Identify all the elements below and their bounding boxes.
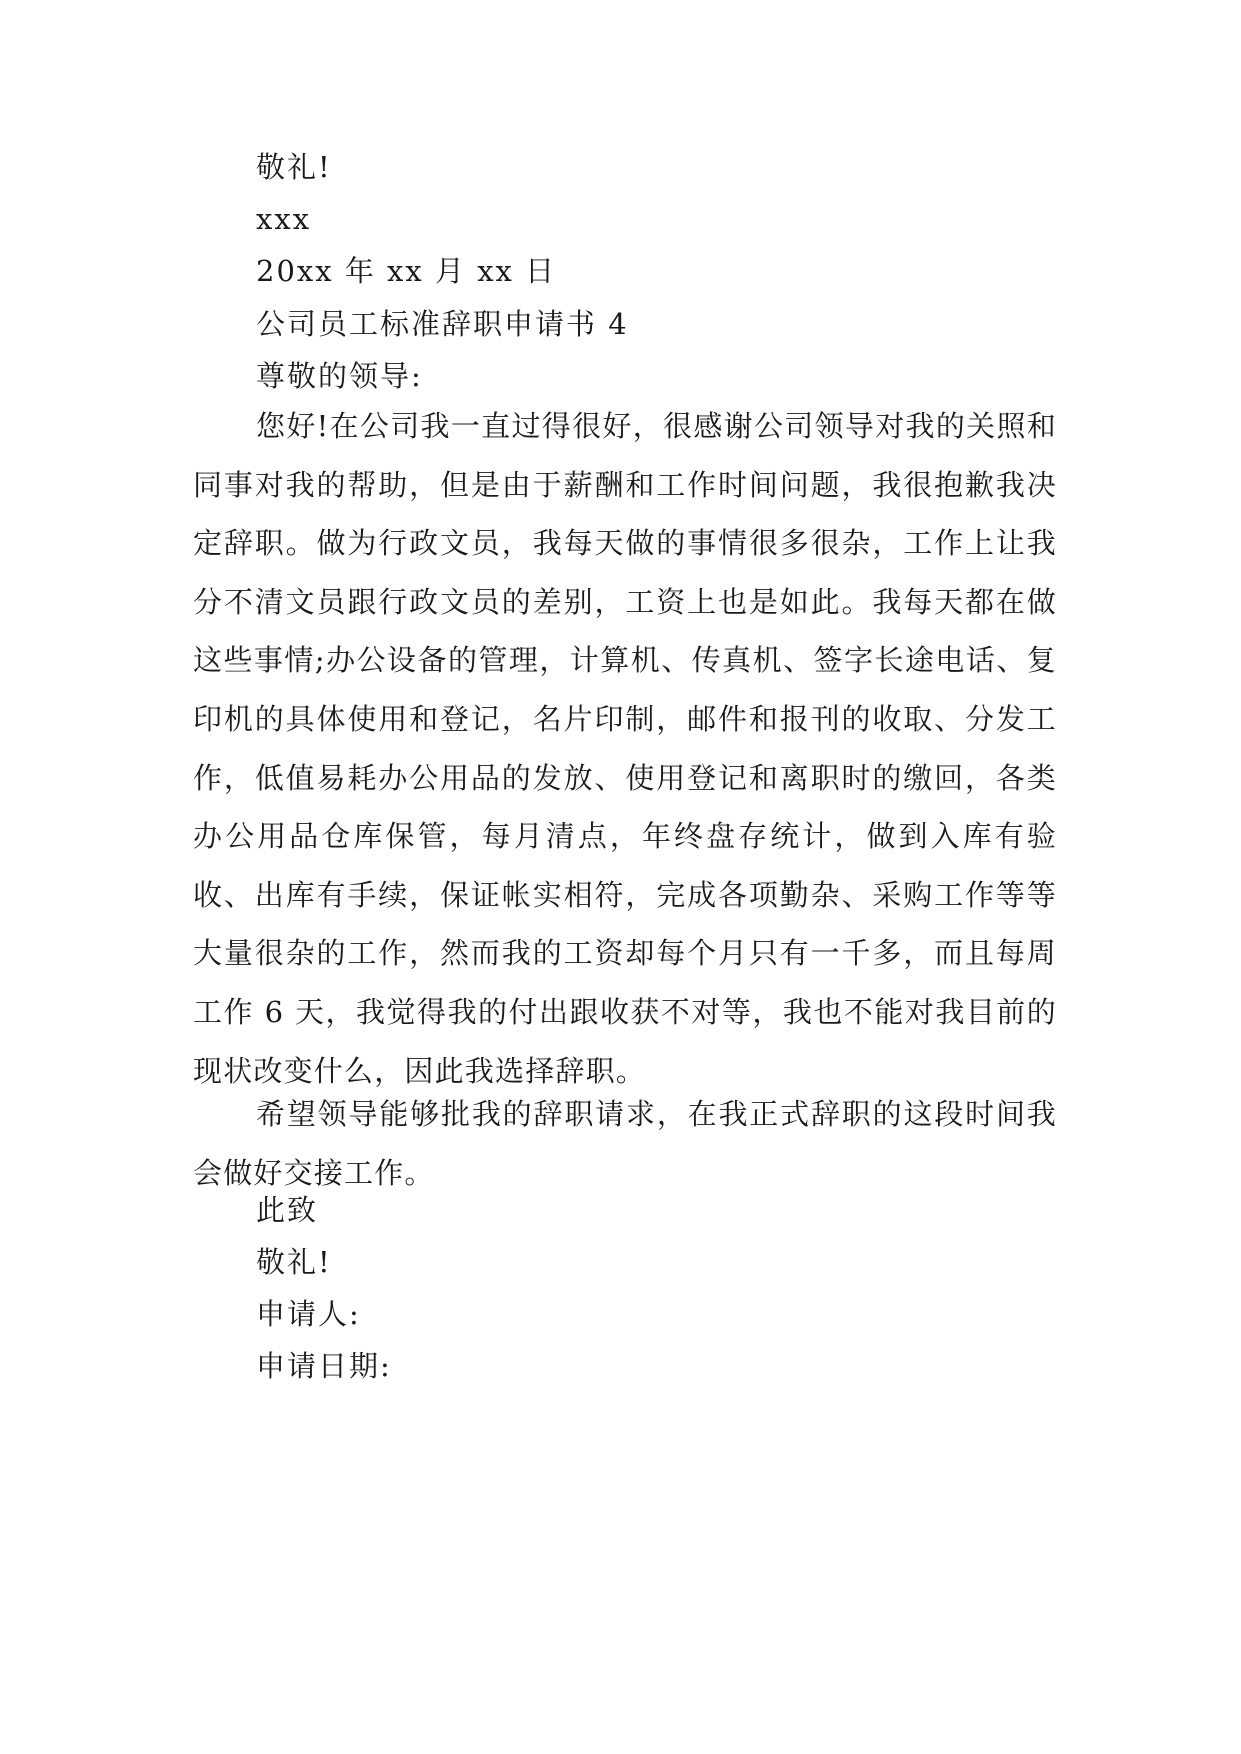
salute-bottom: 敬礼! — [256, 1245, 332, 1279]
signer-name: xxx — [256, 202, 312, 236]
body-paragraph-1: 您好!在公司我一直过得很好，很感谢公司领导对我的关照和同事对我的帮助，但是由于薪酬和工作时间问题，我很抱歉我决定辞职。做为行政文员，我每天做的事情很多很杂，工作上让我分不清文员跟行政文员的差别，工资上也是如此。我每天都在做这些事情;办公设备的管理，计算机、传真机、签字长途电话、复印机的具体使用和登记，名片印制，邮件和报刊的收取、分发工作，低值易耗办公用品的发放、使用登记和离职时的缴回，各类办公用品仓库保管，每月清点，年终盘存统计，做到入库有验收、出库有手续，保证帐实相符，完成各项勤杂、采购工作等等大量很杂的工作，然而我的工资却每个月只有一千多，而且每周工作 6 天，我觉得我的付出跟收获不对等，我也不能对我目前的现状改变什么，因此我选择辞职。 — [193, 409, 1057, 1088]
closing: 此致 — [256, 1193, 319, 1227]
body-paragraph-2: 希望领导能够批我的辞职请求，在我正式辞职的这段时间我会做好交接工作。 — [193, 1097, 1057, 1190]
letter-greeting: 尊敬的领导: — [256, 359, 423, 393]
letter-title: 公司员工标准辞职申请书 4 — [256, 307, 629, 341]
date-label: 申请日期: — [256, 1349, 392, 1383]
signature-date: 20xx 年 xx 月 xx 日 — [256, 254, 557, 288]
salute-top: 敬礼! — [256, 150, 332, 184]
applicant-label: 申请人: — [256, 1297, 361, 1331]
